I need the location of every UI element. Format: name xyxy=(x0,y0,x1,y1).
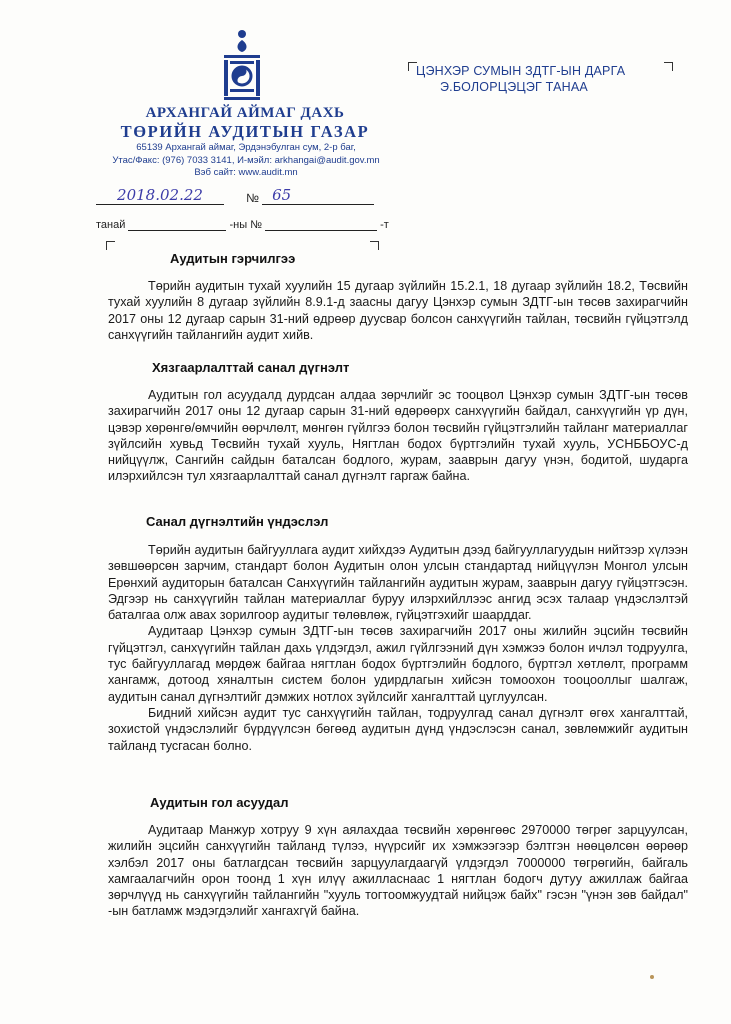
date-number-line xyxy=(96,186,374,205)
phone-email: Утас/Факс: (976) 7033 3141, И-мэйл: arkhangai@audit.gov.mn xyxy=(112,154,380,166)
contact-info xyxy=(96,142,396,180)
letter-date: 2018.02.22 xyxy=(117,186,203,204)
section1-paragraph xyxy=(108,387,688,485)
website: Вэб сайт: www.audit.mn xyxy=(194,167,298,178)
section3-paragraph xyxy=(108,822,688,920)
letter-number: 65 xyxy=(272,186,292,204)
recipient-line1: ЦЭНХЭР СУМЫН ЗДТГ-ЫН ДАРГА xyxy=(416,64,626,78)
corner-mark-subject-left xyxy=(106,241,115,250)
recipient-block xyxy=(416,63,625,95)
section2-p1: Төрийн аудитын байгууллага аудит хийхдээ Аудитын дээд байгууллагуудын нийтээр хүлээн зөвшөөрсөн зарчим, стандарт болон Аудитын олон улсын стандартад нийцүүлэн Монгол улсын Ерөнхий аудиторын баталсан Санхүүгийн тайлангийн аудитын журам, зааврын дагуу гүйцэтгэсэн. Эдгээр нь санхүүгийн тайлан материаллаг буруу илэрхийллээс ангид эсэх талаар үндэслэлтэй баталгаа олж авах зорилгоор аудитыг төлөвлөж, гүйцэтгэхийг шаарддаг. xyxy=(108,543,688,623)
org-name-line1: АРХАНГАЙ АЙМАГ ДАХЬ xyxy=(145,105,345,121)
section3-heading: Аудитын гол асуудал xyxy=(150,795,289,810)
section1-text: Аудитын гол асуудалд дурдсан алдаа зөрчлийг эс тооцвол Цэнхэр сумын ЗДТГ-ын төсөв захирагчийн 2017 оны 12 дугаар сарын 31-ний өдөрөөрх санхүүгийн байдал, санхүүгийн үр дүн, цэвэр хөрөнгө/өмчийн өөрчлөлт, мөнгөн гүйлгээ болон төсвийн гүйцэтгэлийн тайланг материаллаг зүйлсийн хувьд Төсвийн тухай хууль, Нягтлан бодох бүртгэлийн тухай хууль, УСНББОУС-д нийцүүлж, Сангийн сайдын баталсан бодлого, журам, зааврын дагуу үнэн, бодитой, шударга илэрхийлсэн тул хязгаарлалттай санал дүгнэлт гаргаж байна. xyxy=(108,388,688,484)
scan-speck xyxy=(650,975,654,979)
intro-text: Төрийн аудитын тухай хуулийн 15 дугаар зүйлийн 15.2.1, 18 дугаар зүйлийн 18.2, Төсвийн тухай хуулийн 8 дугаар зүйлийн 8.9.1-д заасны дагуу Цэнхэр сумын ЗДТГ-ын төсөв захирагчийн 2017 оны 12 дугаар сарын 31-ний өдрөөр дуусвар болсон санхүүгийн тайлан, төсвийн гүйцэтгэлд санхүүгийн тайлангийн аудит хийв. xyxy=(108,279,688,342)
section2-paragraphs xyxy=(108,542,688,754)
section2-heading: Санал дүгнэлтийн үндэслэл xyxy=(146,514,329,529)
corner-mark-subject-right xyxy=(370,241,379,250)
section2-p3: Бидний хийсэн аудит тус санхүүгийн тайлан, тодруулгад санал дүгнэлт өгөх хангалттай, зохистой үндэслэлийг бүрдүүлсэн бөгөөд аудитын дүнд үндэслэсэн санал, зөвлөмжийг аудитын тайланд тусгасан болно. xyxy=(108,705,688,753)
intro-paragraph xyxy=(108,278,688,343)
tanai-label: танай xyxy=(96,219,126,231)
state-emblem-icon xyxy=(218,28,266,102)
t-label: -т xyxy=(380,219,389,231)
reference-line xyxy=(96,219,389,231)
address: 65139 Архангай аймаг, Эрдэнэбулган сум, 2-р баг, xyxy=(136,142,356,153)
section1-heading: Хязгаарлалттай санал дүгнэлт xyxy=(152,360,350,375)
organization-name xyxy=(100,104,390,142)
number-label: № xyxy=(246,191,259,205)
section3-text: Аудитаар Манжур хотруу 9 хүн аялахдаа төсвийн хөрөнгөөс 2970000 төгрөг зарцуулсан, жилийн эцсийн санхүүгийн тайланд түлээ, нүүрсийг их хэмжээгээр бэлтгэн нөөцөлсөн өөрөөр хэлбэл 2017 оны батлагдсан төсвийн зарцуулагдаагүй үлдэгдэл 7000000 төгрөгийн, байгаль хамгаалагчийн орон тоонд 1 хүн илүү ажилласнаас 1 нягтлан бодогч дутуу ажиллаж байгаа зөрчлүүд нь санхүүгийн тайлангийн "хууль тогтоомжуудтай нийцэж байх" гэсэн "үнэн зөв байдал" -ын батламж мэдэгдэлийг хангахгүй байна. xyxy=(108,823,688,919)
recipient-line2: Э.БОЛОРЦЭЦЭГ ТАНАА xyxy=(440,80,588,94)
corner-mark-top-right xyxy=(664,62,673,71)
ny-number-label: -ны № xyxy=(229,219,263,231)
org-name-line2: ТӨРИЙН АУДИТЫН ГАЗАР xyxy=(120,122,370,141)
subject-heading: Аудитын гэрчилгээ xyxy=(170,251,296,266)
section2-p2: Аудитаар Цэнхэр сумын ЗДТГ-ын төсөв захирагчийн 2017 оны жилийн эцсийн төсвийн гүйцэтгэл, санхүүгийн тайлан дахь үлдэгдэл, ажил гүйлгээний дүн хэмжээ болон ичлэл тодруулга, тус байгууллагад мөрдөж байгаа нягтлан бодох бүртгэлийн бодлого, бүртгэл хөтлөлт, программ хангамж, дотоод хяналтын систем болон удирдлагын хийсэн томоохон тооцооллыг шалгаж, аудитын санал дүгнэлтийг дэмжих нотлох зүйлсийг хангалттай цуглуулсан. xyxy=(108,624,688,704)
